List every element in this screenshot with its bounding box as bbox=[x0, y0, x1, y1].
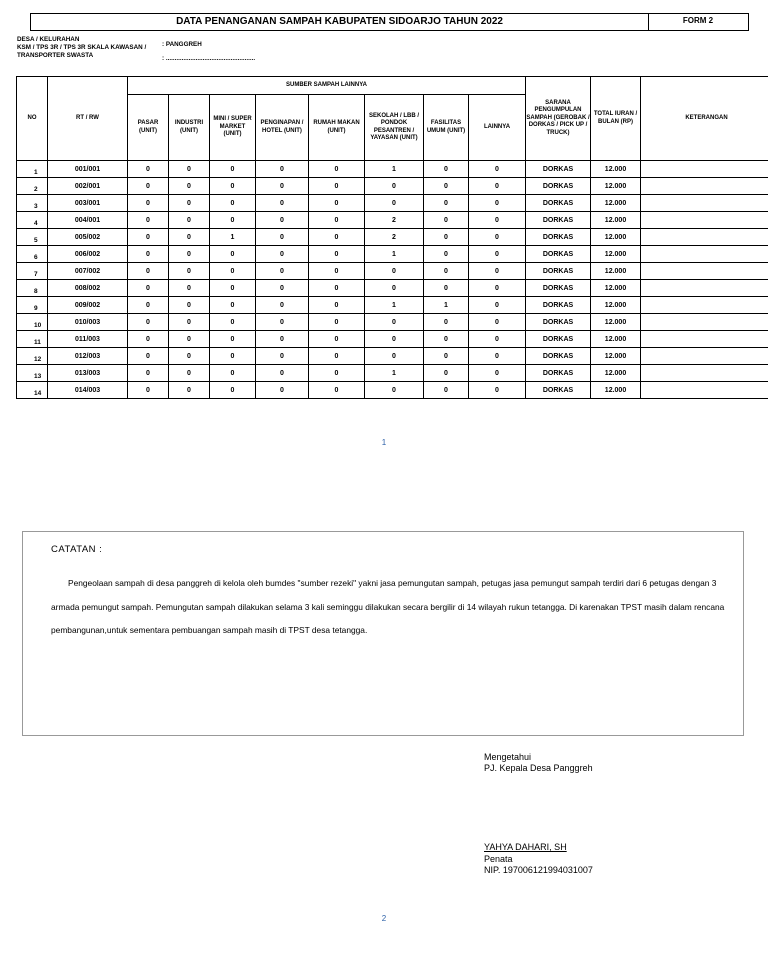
cell-total: 12.000 bbox=[591, 365, 641, 382]
cell-pasar: 0 bbox=[128, 195, 169, 212]
cell-penginapan: 0 bbox=[256, 161, 309, 178]
meta-transporter-label: TRANSPORTER SWASTA bbox=[17, 52, 94, 59]
cell-keterangan bbox=[641, 263, 768, 280]
cell-total: 12.000 bbox=[591, 297, 641, 314]
cell-keterangan bbox=[641, 382, 768, 399]
cell-pasar: 0 bbox=[128, 229, 169, 246]
cell-lainnya: 0 bbox=[469, 246, 526, 263]
cell-no bbox=[17, 365, 48, 382]
cell-rt-rw: 004/001 bbox=[48, 212, 128, 229]
cell-sekolah: 0 bbox=[365, 178, 424, 195]
cell-rumah-makan: 0 bbox=[309, 382, 365, 399]
table-row bbox=[17, 212, 768, 229]
cell-no-text: 4 bbox=[34, 220, 38, 227]
cell-pasar: 0 bbox=[128, 280, 169, 297]
cell-sarana: DORKAS bbox=[526, 263, 591, 280]
cell-industri: 0 bbox=[169, 280, 210, 297]
cell-industri: 0 bbox=[169, 246, 210, 263]
cell-no-text: 3 bbox=[34, 203, 38, 210]
data-table bbox=[16, 76, 768, 399]
cell-industri: 0 bbox=[169, 297, 210, 314]
cell-penginapan: 0 bbox=[256, 331, 309, 348]
cell-lainnya: 0 bbox=[469, 212, 526, 229]
cell-industri: 0 bbox=[169, 195, 210, 212]
cell-fasilitas: 1 bbox=[424, 297, 469, 314]
table-row bbox=[17, 178, 768, 195]
cell-no bbox=[17, 263, 48, 280]
cell-sekolah: 2 bbox=[365, 212, 424, 229]
cell-no-text: 12 bbox=[34, 356, 42, 363]
cell-sekolah: 1 bbox=[365, 365, 424, 382]
signature-mengetahui: Mengetahui bbox=[484, 752, 532, 762]
signature-position: PJ. Kepala Desa Panggreh bbox=[484, 763, 593, 773]
header-fasilitas: FASILITAS UMUM (UNIT) bbox=[424, 95, 469, 161]
cell-industri: 0 bbox=[169, 263, 210, 280]
cell-mini-market: 0 bbox=[210, 246, 256, 263]
cell-rt-rw: 007/002 bbox=[48, 263, 128, 280]
cell-rumah-makan: 0 bbox=[309, 280, 365, 297]
header-pasar: PASAR (UNIT) bbox=[128, 95, 169, 161]
cell-keterangan bbox=[641, 331, 768, 348]
cell-no bbox=[17, 178, 48, 195]
cell-total: 12.000 bbox=[591, 331, 641, 348]
cell-industri: 0 bbox=[169, 178, 210, 195]
cell-sarana: DORKAS bbox=[526, 280, 591, 297]
cell-industri: 0 bbox=[169, 365, 210, 382]
meta-transporter-value: : ................................................... bbox=[162, 55, 256, 62]
cell-sekolah: 0 bbox=[365, 348, 424, 365]
cell-industri: 0 bbox=[169, 382, 210, 399]
cell-lainnya: 0 bbox=[469, 161, 526, 178]
cell-no bbox=[17, 161, 48, 178]
cell-fasilitas: 0 bbox=[424, 246, 469, 263]
cell-mini-market: 0 bbox=[210, 382, 256, 399]
cell-keterangan bbox=[641, 246, 768, 263]
cell-penginapan: 0 bbox=[256, 212, 309, 229]
cell-pasar: 0 bbox=[128, 212, 169, 229]
catatan-title: CATATAN : bbox=[51, 544, 103, 555]
cell-rumah-makan: 0 bbox=[309, 229, 365, 246]
cell-no-text: 13 bbox=[34, 373, 42, 380]
cell-rumah-makan: 0 bbox=[309, 263, 365, 280]
cell-penginapan: 0 bbox=[256, 178, 309, 195]
cell-rumah-makan: 0 bbox=[309, 314, 365, 331]
header-mini-market: MINI / SUPER MARKET (UNIT) bbox=[210, 95, 256, 161]
cell-sekolah: 0 bbox=[365, 263, 424, 280]
meta-desa-label: DESA / KELURAHAN bbox=[17, 36, 80, 43]
cell-rt-rw: 013/003 bbox=[48, 365, 128, 382]
cell-lainnya: 0 bbox=[469, 331, 526, 348]
cell-pasar: 0 bbox=[128, 382, 169, 399]
cell-no bbox=[17, 348, 48, 365]
cell-rumah-makan: 0 bbox=[309, 161, 365, 178]
cell-total: 12.000 bbox=[591, 280, 641, 297]
cell-fasilitas: 0 bbox=[424, 382, 469, 399]
cell-rt-rw: 009/002 bbox=[48, 297, 128, 314]
cell-no bbox=[17, 229, 48, 246]
cell-mini-market: 0 bbox=[210, 331, 256, 348]
cell-lainnya: 0 bbox=[469, 263, 526, 280]
cell-no bbox=[17, 331, 48, 348]
cell-rt-rw: 012/003 bbox=[48, 348, 128, 365]
cell-rt-rw: 010/003 bbox=[48, 314, 128, 331]
cell-sekolah: 0 bbox=[365, 314, 424, 331]
cell-no-text: 7 bbox=[34, 271, 38, 278]
cell-rumah-makan: 0 bbox=[309, 178, 365, 195]
catatan-box bbox=[22, 531, 744, 736]
cell-pasar: 0 bbox=[128, 365, 169, 382]
cell-sekolah: 0 bbox=[365, 195, 424, 212]
cell-rumah-makan: 0 bbox=[309, 297, 365, 314]
cell-sarana: DORKAS bbox=[526, 212, 591, 229]
cell-total: 12.000 bbox=[591, 161, 641, 178]
cell-fasilitas: 0 bbox=[424, 331, 469, 348]
cell-total: 12.000 bbox=[591, 263, 641, 280]
cell-no-text: 14 bbox=[34, 390, 42, 397]
cell-mini-market: 0 bbox=[210, 365, 256, 382]
cell-lainnya: 0 bbox=[469, 365, 526, 382]
cell-rt-rw: 008/002 bbox=[48, 280, 128, 297]
cell-rt-rw: 001/001 bbox=[48, 161, 128, 178]
cell-industri: 0 bbox=[169, 161, 210, 178]
cell-no bbox=[17, 382, 48, 399]
cell-pasar: 0 bbox=[128, 178, 169, 195]
cell-sekolah: 0 bbox=[365, 382, 424, 399]
cell-lainnya: 0 bbox=[469, 195, 526, 212]
cell-penginapan: 0 bbox=[256, 229, 309, 246]
meta-desa-value: : PANGGREH bbox=[162, 41, 202, 48]
page-number-1: 1 bbox=[381, 438, 387, 447]
cell-no-text: 9 bbox=[34, 305, 38, 312]
cell-mini-market: 0 bbox=[210, 263, 256, 280]
cell-keterangan bbox=[641, 348, 768, 365]
cell-lainnya: 0 bbox=[469, 314, 526, 331]
cell-rt-rw: 005/002 bbox=[48, 229, 128, 246]
cell-mini-market: 0 bbox=[210, 178, 256, 195]
cell-sekolah: 0 bbox=[365, 331, 424, 348]
header-rumah-makan: RUMAH MAKAN (UNIT) bbox=[309, 95, 365, 161]
cell-penginapan: 0 bbox=[256, 314, 309, 331]
catatan-text: Pengeolaan sampah di desa panggreh di kelola oleh bumdes "sumber rezeki" yakni jasa pemungutan sampah, petugas jasa pemungut sampah terdiri dari 6 petugas dengan 3 armada pemungut sampah. Pemungutan sampah dilakukan selama 3 kali seminggu dilakukan secara bergilir di 14 wilayah rukun tetangga. Di karenakan TPST masih dalam rencana pembangunan,untuk sementara pembuangan sampah masih di TPST desa tetangga. bbox=[51, 578, 725, 635]
cell-mini-market: 0 bbox=[210, 161, 256, 178]
cell-mini-market: 0 bbox=[210, 297, 256, 314]
cell-sarana: DORKAS bbox=[526, 382, 591, 399]
table-row bbox=[17, 382, 768, 399]
cell-lainnya: 0 bbox=[469, 229, 526, 246]
cell-sarana: DORKAS bbox=[526, 178, 591, 195]
cell-pasar: 0 bbox=[128, 314, 169, 331]
cell-total: 12.000 bbox=[591, 178, 641, 195]
cell-sekolah: 1 bbox=[365, 297, 424, 314]
cell-fasilitas: 0 bbox=[424, 212, 469, 229]
cell-penginapan: 0 bbox=[256, 348, 309, 365]
cell-fasilitas: 0 bbox=[424, 263, 469, 280]
cell-sarana: DORKAS bbox=[526, 229, 591, 246]
table-row bbox=[17, 161, 768, 178]
cell-no-text: 8 bbox=[34, 288, 38, 295]
cell-total: 12.000 bbox=[591, 229, 641, 246]
cell-mini-market: 0 bbox=[210, 348, 256, 365]
cell-pasar: 0 bbox=[128, 263, 169, 280]
cell-fasilitas: 0 bbox=[424, 314, 469, 331]
cell-no bbox=[17, 212, 48, 229]
cell-rt-rw: 006/002 bbox=[48, 246, 128, 263]
cell-keterangan bbox=[641, 297, 768, 314]
cell-industri: 0 bbox=[169, 229, 210, 246]
cell-industri: 0 bbox=[169, 212, 210, 229]
cell-sekolah: 2 bbox=[365, 229, 424, 246]
cell-fasilitas: 0 bbox=[424, 365, 469, 382]
cell-sekolah: 0 bbox=[365, 280, 424, 297]
cell-rt-rw: 011/003 bbox=[48, 331, 128, 348]
cell-penginapan: 0 bbox=[256, 297, 309, 314]
cell-keterangan bbox=[641, 229, 768, 246]
cell-sarana: DORKAS bbox=[526, 365, 591, 382]
cell-fasilitas: 0 bbox=[424, 229, 469, 246]
document-title: DATA PENANGANAN SAMPAH KABUPATEN SIDOARJO TAHUN 2022 bbox=[31, 14, 649, 30]
cell-sekolah: 1 bbox=[365, 161, 424, 178]
header-sekolah: SEKOLAH / LBB / PONDOK PESANTREN / YAYASAN (UNIT) bbox=[365, 95, 424, 161]
cell-fasilitas: 0 bbox=[424, 348, 469, 365]
cell-penginapan: 0 bbox=[256, 263, 309, 280]
cell-mini-market: 0 bbox=[210, 314, 256, 331]
header-lainnya: LAINNYA bbox=[469, 95, 526, 161]
cell-sarana: DORKAS bbox=[526, 297, 591, 314]
cell-lainnya: 0 bbox=[469, 382, 526, 399]
table-row bbox=[17, 280, 768, 297]
cell-keterangan bbox=[641, 178, 768, 195]
table-row bbox=[17, 246, 768, 263]
cell-sarana: DORKAS bbox=[526, 161, 591, 178]
table-row bbox=[17, 263, 768, 280]
cell-sarana: DORKAS bbox=[526, 314, 591, 331]
cell-rumah-makan: 0 bbox=[309, 246, 365, 263]
cell-mini-market: 0 bbox=[210, 195, 256, 212]
cell-rumah-makan: 0 bbox=[309, 212, 365, 229]
cell-fasilitas: 0 bbox=[424, 178, 469, 195]
cell-penginapan: 0 bbox=[256, 280, 309, 297]
cell-total: 12.000 bbox=[591, 195, 641, 212]
meta-ksm-label: KSM / TPS 3R / TPS 3R SKALA KAWASAN / bbox=[17, 44, 147, 51]
page-number-2: 2 bbox=[381, 914, 387, 923]
cell-pasar: 0 bbox=[128, 297, 169, 314]
cell-industri: 0 bbox=[169, 331, 210, 348]
cell-keterangan bbox=[641, 161, 768, 178]
cell-total: 12.000 bbox=[591, 314, 641, 331]
cell-rt-rw: 014/003 bbox=[48, 382, 128, 399]
table-row bbox=[17, 195, 768, 212]
cell-no bbox=[17, 246, 48, 263]
cell-no bbox=[17, 297, 48, 314]
cell-rumah-makan: 0 bbox=[309, 365, 365, 382]
cell-no-text: 2 bbox=[34, 186, 38, 193]
cell-fasilitas: 0 bbox=[424, 280, 469, 297]
cell-rumah-makan: 0 bbox=[309, 331, 365, 348]
cell-pasar: 0 bbox=[128, 161, 169, 178]
cell-rt-rw: 002/001 bbox=[48, 178, 128, 195]
cell-penginapan: 0 bbox=[256, 365, 309, 382]
header-keterangan: KETERANGAN bbox=[641, 77, 768, 161]
cell-fasilitas: 0 bbox=[424, 195, 469, 212]
header-sarana: SARANA PENGUMPULAN SAMPAH (GEROBAK / DORKAS / PICK UP / TRUCK) bbox=[526, 77, 591, 161]
cell-total: 12.000 bbox=[591, 348, 641, 365]
signature-name: YAHYA DAHARI, SH bbox=[484, 842, 567, 852]
signature-nip: NIP. 197006121994031007 bbox=[484, 865, 593, 875]
cell-sekolah: 1 bbox=[365, 246, 424, 263]
cell-keterangan bbox=[641, 212, 768, 229]
header-total: TOTAL IURAN / BULAN (RP) bbox=[591, 77, 641, 161]
cell-industri: 0 bbox=[169, 314, 210, 331]
header-penginapan: PENGINAPAN / HOTEL (UNIT) bbox=[256, 95, 309, 161]
form-label: FORM 2 bbox=[682, 16, 714, 25]
header-group-sumber: SUMBER SAMPAH LAINNYA bbox=[128, 77, 526, 95]
cell-pasar: 0 bbox=[128, 331, 169, 348]
cell-keterangan bbox=[641, 280, 768, 297]
cell-total: 12.000 bbox=[591, 246, 641, 263]
cell-total: 12.000 bbox=[591, 212, 641, 229]
cell-pasar: 0 bbox=[128, 246, 169, 263]
cell-penginapan: 0 bbox=[256, 382, 309, 399]
header-box bbox=[30, 13, 749, 31]
cell-no-text: 1 bbox=[34, 169, 38, 176]
header-rt-rw: RT / RW bbox=[48, 77, 128, 161]
cell-keterangan bbox=[641, 195, 768, 212]
cell-lainnya: 0 bbox=[469, 280, 526, 297]
cell-pasar: 0 bbox=[128, 348, 169, 365]
cell-lainnya: 0 bbox=[469, 297, 526, 314]
cell-no bbox=[17, 314, 48, 331]
cell-sarana: DORKAS bbox=[526, 246, 591, 263]
cell-no-text: 5 bbox=[34, 237, 38, 244]
table-row bbox=[17, 229, 768, 246]
table-row bbox=[17, 348, 768, 365]
cell-rumah-makan: 0 bbox=[309, 195, 365, 212]
cell-no-text: 11 bbox=[34, 339, 41, 346]
table-row bbox=[17, 331, 768, 348]
cell-penginapan: 0 bbox=[256, 246, 309, 263]
cell-keterangan bbox=[641, 365, 768, 382]
table-row bbox=[17, 365, 768, 382]
cell-sarana: DORKAS bbox=[526, 348, 591, 365]
cell-rumah-makan: 0 bbox=[309, 348, 365, 365]
cell-mini-market: 0 bbox=[210, 212, 256, 229]
cell-no bbox=[17, 195, 48, 212]
cell-fasilitas: 0 bbox=[424, 161, 469, 178]
header-industri: INDUSTRI (UNIT) bbox=[169, 95, 210, 161]
cell-penginapan: 0 bbox=[256, 195, 309, 212]
cell-lainnya: 0 bbox=[469, 348, 526, 365]
cell-sarana: DORKAS bbox=[526, 331, 591, 348]
cell-no-text: 10 bbox=[34, 322, 42, 329]
cell-industri: 0 bbox=[169, 348, 210, 365]
cell-mini-market: 1 bbox=[210, 229, 256, 246]
table-row bbox=[17, 314, 768, 331]
cell-lainnya: 0 bbox=[469, 178, 526, 195]
cell-sarana: DORKAS bbox=[526, 195, 591, 212]
cell-no bbox=[17, 280, 48, 297]
cell-rt-rw: 003/001 bbox=[48, 195, 128, 212]
signature-rank: Penata bbox=[484, 854, 513, 864]
cell-no-text: 6 bbox=[34, 254, 38, 261]
cell-mini-market: 0 bbox=[210, 280, 256, 297]
table-row bbox=[17, 297, 768, 314]
header-no: NO bbox=[17, 77, 48, 161]
cell-total: 12.000 bbox=[591, 382, 641, 399]
cell-keterangan bbox=[641, 314, 768, 331]
